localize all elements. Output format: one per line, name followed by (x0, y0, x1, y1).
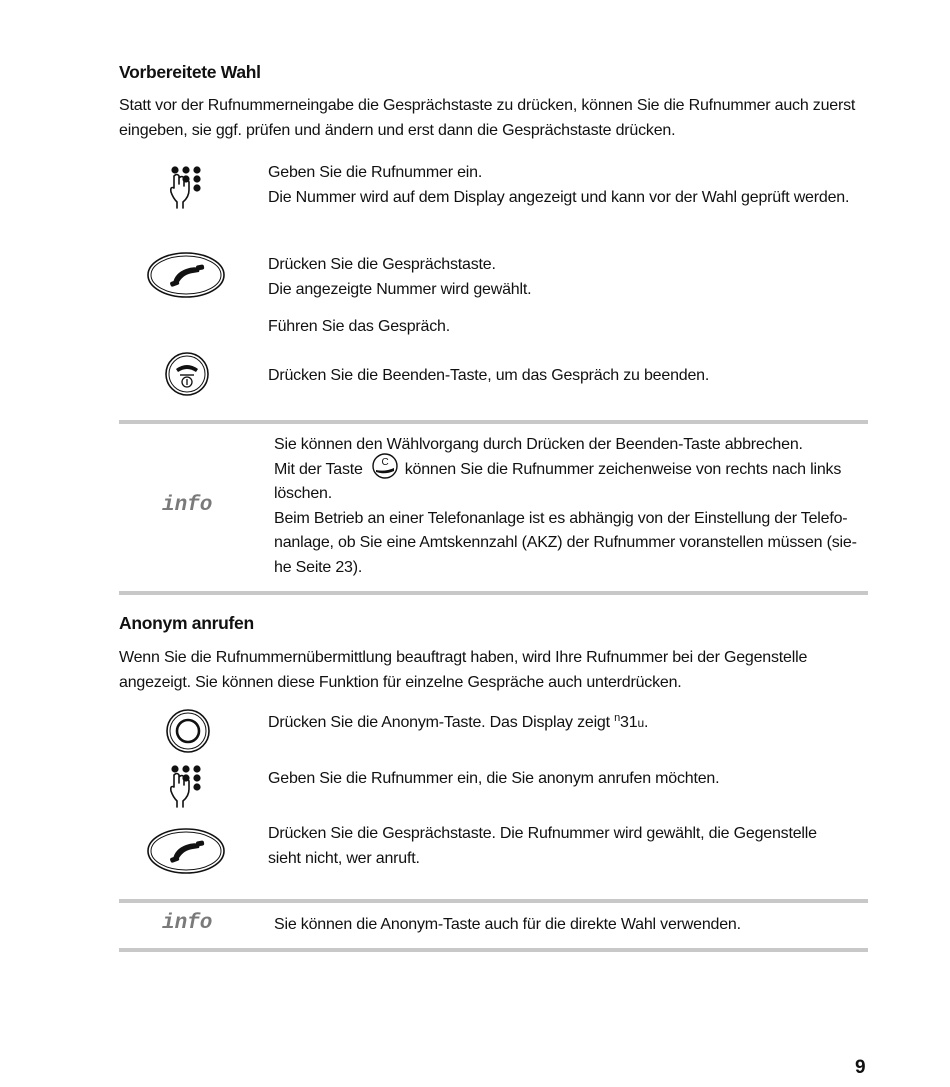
step-text: Geben Sie die Rufnummer ein. (268, 164, 483, 181)
section-intro: Wenn Sie die Rufnummernübermittlung beauftragt haben, wird Ihre Rufnummer bei der Gegenstelle angezeigt. Sie können diese Funktion für einzelne Gespräche auch unterdrücken. (119, 649, 808, 691)
display-segment: n (614, 712, 621, 724)
step-press-call (268, 252, 868, 302)
info-line: Sie können den Wählvorgang durch Drücken der Beenden-Taste abbrechen. (274, 436, 803, 453)
section-heading-vorbereitete-wahl: Vorbereitete Wahl (119, 62, 261, 82)
info-line: nanlage, ob Sie eine Amtskennzahl (AKZ) der Rufnummer voranstellen müssen (sie- (274, 534, 857, 551)
keypad-icon (165, 763, 205, 811)
info-label: info (162, 494, 213, 517)
section-heading-anonym-anrufen: Anonym anrufen (119, 613, 254, 633)
svg-text:C: C (381, 457, 389, 469)
info-line-with-key: Mit der Taste C können Sie die Rufnummer zeichenweise von rechts nach links (274, 458, 870, 483)
step-text: Die angezeigte Nummer wird gewählt. (268, 281, 532, 298)
step-press-call-anonym (268, 821, 848, 871)
keypad-icon (165, 164, 205, 212)
step-talk (268, 314, 868, 339)
info-label: info (162, 912, 213, 935)
call-key-icon (146, 827, 226, 875)
step-text: Drücken Sie die Gesprächstaste. (268, 256, 496, 273)
anonym-key-icon (165, 708, 211, 754)
info-line: löschen. (274, 485, 332, 502)
step-text: Drücken Sie die Gesprächstaste. Die Rufnummer wird gewählt, die Gegenstelle sieht nicht, wer anruft. (268, 825, 817, 867)
info-text: Sie können die Anonym-Taste auch für die direkte Wahl verwenden. (274, 916, 741, 933)
divider (119, 420, 868, 424)
info-line: he Seite 23). (274, 558, 363, 576)
call-key-icon (146, 251, 226, 299)
page-number: 9 (855, 1057, 866, 1078)
step-text: Die Nummer wird auf dem Display angezeigt und kann vor der Wahl geprüft werden. (268, 189, 850, 206)
clear-key-icon (369, 453, 401, 479)
info-line: Beim Betrieb an einer Telefonanlage ist es abhängig von der Einstellung der Telefo- (274, 509, 848, 527)
divider (119, 948, 868, 952)
step-text: Drücken Sie die Beenden-Taste, um das Gespräch zu beenden. (268, 367, 710, 384)
end-key-icon (164, 351, 210, 397)
step-enter-number-anonym (268, 766, 868, 791)
divider (119, 591, 868, 595)
display-segment: 31 (620, 714, 638, 731)
step-text: Führen Sie das Gespräch. (268, 318, 450, 335)
step-text: Drücken Sie die Anonym-Taste. Das Display zeigt $^n$31u. (268, 712, 649, 731)
divider (119, 899, 868, 903)
step-press-anonym (268, 706, 868, 736)
step-enter-number (268, 160, 868, 210)
section-intro: Statt vor der Rufnummerneingabe die Gesprächstaste zu drücken, können Sie die Rufnummer auch zuerst eingeben, sie ggf. prüfen und ändern und erst dann die Gesprächstaste drücken. (119, 97, 856, 139)
step-text: Geben Sie die Rufnummer ein, die Sie anonym anrufen möchten. (268, 770, 720, 787)
info-text (274, 433, 870, 580)
display-segment: u (637, 716, 644, 730)
step-press-end (268, 363, 868, 388)
